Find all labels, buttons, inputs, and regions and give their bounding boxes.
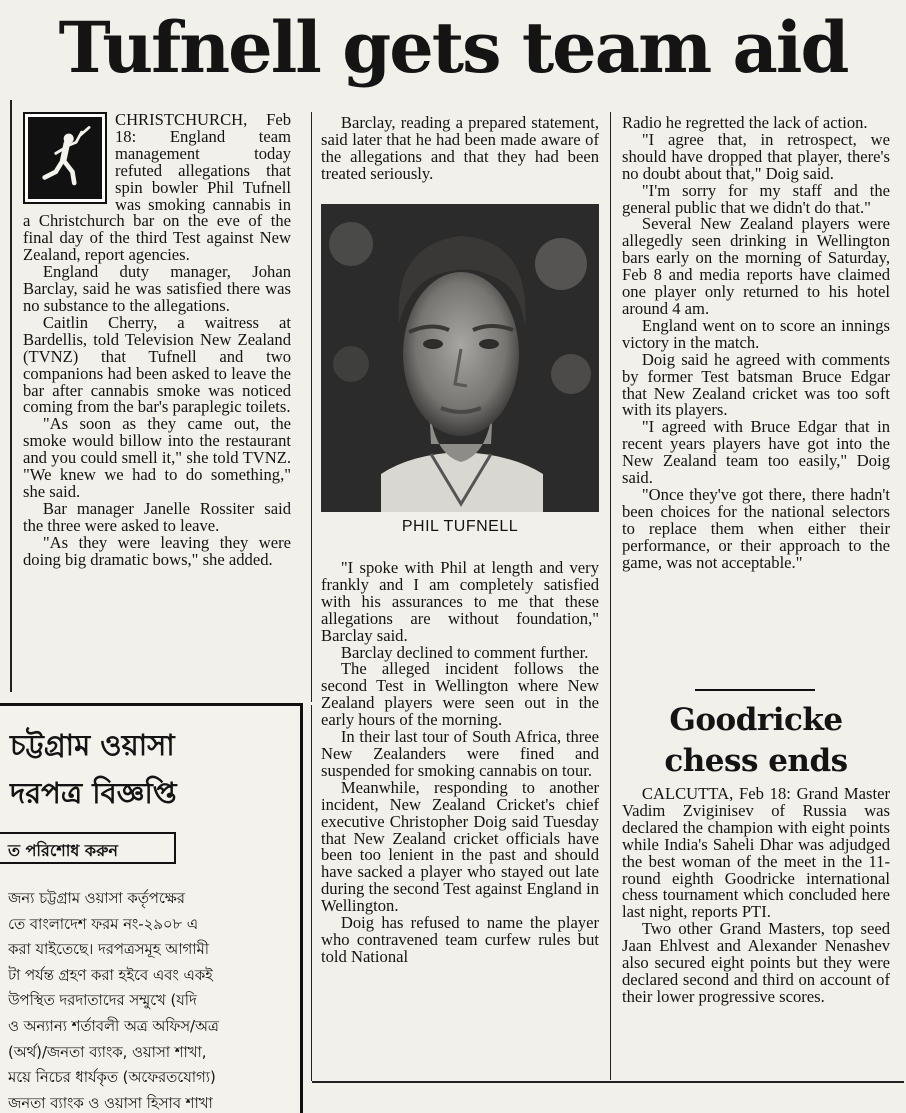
paragraph: CHRISTCHURCH, Feb 18: England team management today refuted allegations that spin bowler Phil Tufnell was smoking cannabis in a Christchurch bar on the eve of the final day of the third Test against New Zealand, report agencies. — [23, 110, 291, 265]
paragraph: The alleged incident follows the second Test in Wellington where New Zealand players were seen out in the early hours of the morning. — [321, 659, 599, 730]
article-column-1 — [23, 112, 291, 568]
phil-tufnell-photo — [321, 204, 599, 512]
paragraph: England went on to score an innings victory in the match. — [622, 315, 890, 352]
paragraph: Doig has refused to name the player who contravened team curfew rules but told National — [321, 913, 599, 966]
ad-line: টা পর্যন্ত গ্রহণ করা হইবে এবং একই — [8, 966, 213, 984]
left-rule — [10, 100, 12, 692]
paragraph: "As they were leaving they were doing big dramatic bows," she added. — [23, 532, 291, 569]
subhead-chess: Goodricke chess ends — [664, 702, 848, 779]
col-divider-2 — [311, 705, 312, 1081]
section-divider — [695, 689, 815, 691]
paragraph: "I'm sorry for my staff and the general public that we didn't do that." — [622, 180, 890, 217]
ad-line: (অর্থ)/জনতা ব্যাংক, ওয়াসা শাখা, — [8, 1043, 207, 1061]
ad-title-2: দরপত্র বিজ্ঞপ্তি — [10, 776, 177, 810]
photo-caption: PHIL TUFNELL — [401, 518, 519, 535]
ad-body — [8, 886, 303, 1113]
paragraph: "I spoke with Phil at length and very frankly and I am completely satisfied with his assurances to me that these allegations are without foundation," Barclay said. — [321, 558, 599, 645]
paragraph: Several New Zealand players were allegedly seen drinking in Wellington bars early on the morning of Saturday, Feb 8 and media reports have claimed one player only returned to his hotel around 4 am. — [622, 214, 890, 318]
ad-line: জন্য চট্টগ্রাম ওয়াসা কর্তৃপক্ষের — [8, 890, 185, 907]
ad-title-1: চট্টগ্রাম ওয়াসা — [10, 728, 175, 762]
bottom-rule — [312, 1081, 904, 1083]
paragraph: Caitlin Cherry, a waitress at Bardellis, told Television New Zealand (TVNZ) that Tufnell and two companions had been asked to leave the bar after cannabis smoke was noticed coming from the bar's paraplegic toilets. — [23, 312, 291, 417]
ad-boxed-label: ত পরিশোধ করুন — [0, 832, 176, 864]
article-column-3 — [622, 115, 890, 571]
paragraph: England duty manager, Johan Barclay, said he was satisfied there was no substance to the allegations. — [23, 262, 291, 315]
paragraph: Meanwhile, responding to another incident, New Zealand Cricket's chief executive Christopher Doig said Tuesday that New Zealand cricket officials have been too lenient in the past and should have sacked a player who stayed out late during the second Test against England in Wellington. — [321, 777, 599, 916]
ad-line: উপস্থিত দরদাতাদের সম্মুখে (যদি — [8, 992, 197, 1010]
col-divider-3 — [610, 112, 611, 1080]
article-column-2-bottom — [321, 560, 599, 966]
paragraph: "As soon as they came out, the smoke would billow into the restaurant and you could smell it," she told TVNZ. "We knew we had to do something," she said. — [23, 414, 291, 501]
paragraph: Barclay, reading a prepared statement, said later that he had been made aware of the allegations and that they had been treated seriously. — [321, 113, 599, 183]
ad-line: ও অন্যান্য শর্তাবলী অত্র অফিস/অত্র — [8, 1017, 219, 1035]
chess-article — [622, 786, 890, 1006]
paragraph: Doig said he agreed with comments by former Test batsman Bruce Edgar that New Zealand cricket was too soft with its players. — [622, 349, 890, 420]
paragraph: "Once they've got there, there hadn't been choices for the national selectors to replace them when either their performance, or their approach to the game, was not acceptable." — [622, 484, 890, 572]
article-column-2-top — [321, 115, 599, 183]
headline: Tufnell gets team aid — [58, 6, 848, 89]
paragraph: CALCUTTA, Feb 18: Grand Master Vadim Zviginisev of Russia was declared the champion with eight points while India's Saheli Dhar was adjudged the best woman of the meet in the 11-round eighth Goodricke international chess tournament which concluded here last night, reports PTI. — [622, 784, 890, 922]
paragraph: "I agree that, in retrospect, we should have dropped that player, there's no doubt about that," Doig said. — [622, 129, 890, 183]
ad-line: তে বাংলাদেশ ফরম নং-২৯০৮ এ — [8, 915, 199, 933]
col-divider-1 — [311, 112, 312, 702]
cricketer-logo-icon — [23, 112, 107, 204]
paragraph: "I agreed with Bruce Edgar that in recent years players have got into the New Zealand team too easily," Doig said. — [622, 417, 890, 488]
paragraph: Two other Grand Masters, top seed Jaan Ehlvest and Alexander Nenashev also secured eight points but they were declared second and third on account of their lower progressive scores. — [622, 919, 890, 1006]
paragraph: In their last tour of South Africa, three New Zealanders were fined and suspended for smoking cannabis on tour. — [321, 727, 599, 780]
paragraph: Barclay declined to comment further. — [340, 642, 589, 662]
paragraph: Bar manager Janelle Rossiter said the three were asked to leave. — [23, 498, 291, 535]
bengali-tender-notice — [0, 703, 303, 1113]
ad-line: ময়ে নিচের ধার্যকৃত (অফেরতযোগ্য) — [8, 1069, 216, 1087]
ad-line: করা যাইতেছে। দরপত্রসমূহ আগামী — [8, 941, 209, 959]
paragraph: Radio he regretted the lack of action. — [622, 113, 868, 132]
ad-line: জনতা ব্যাংক ও ওয়াসা হিসাব শাখা — [8, 1094, 213, 1112]
